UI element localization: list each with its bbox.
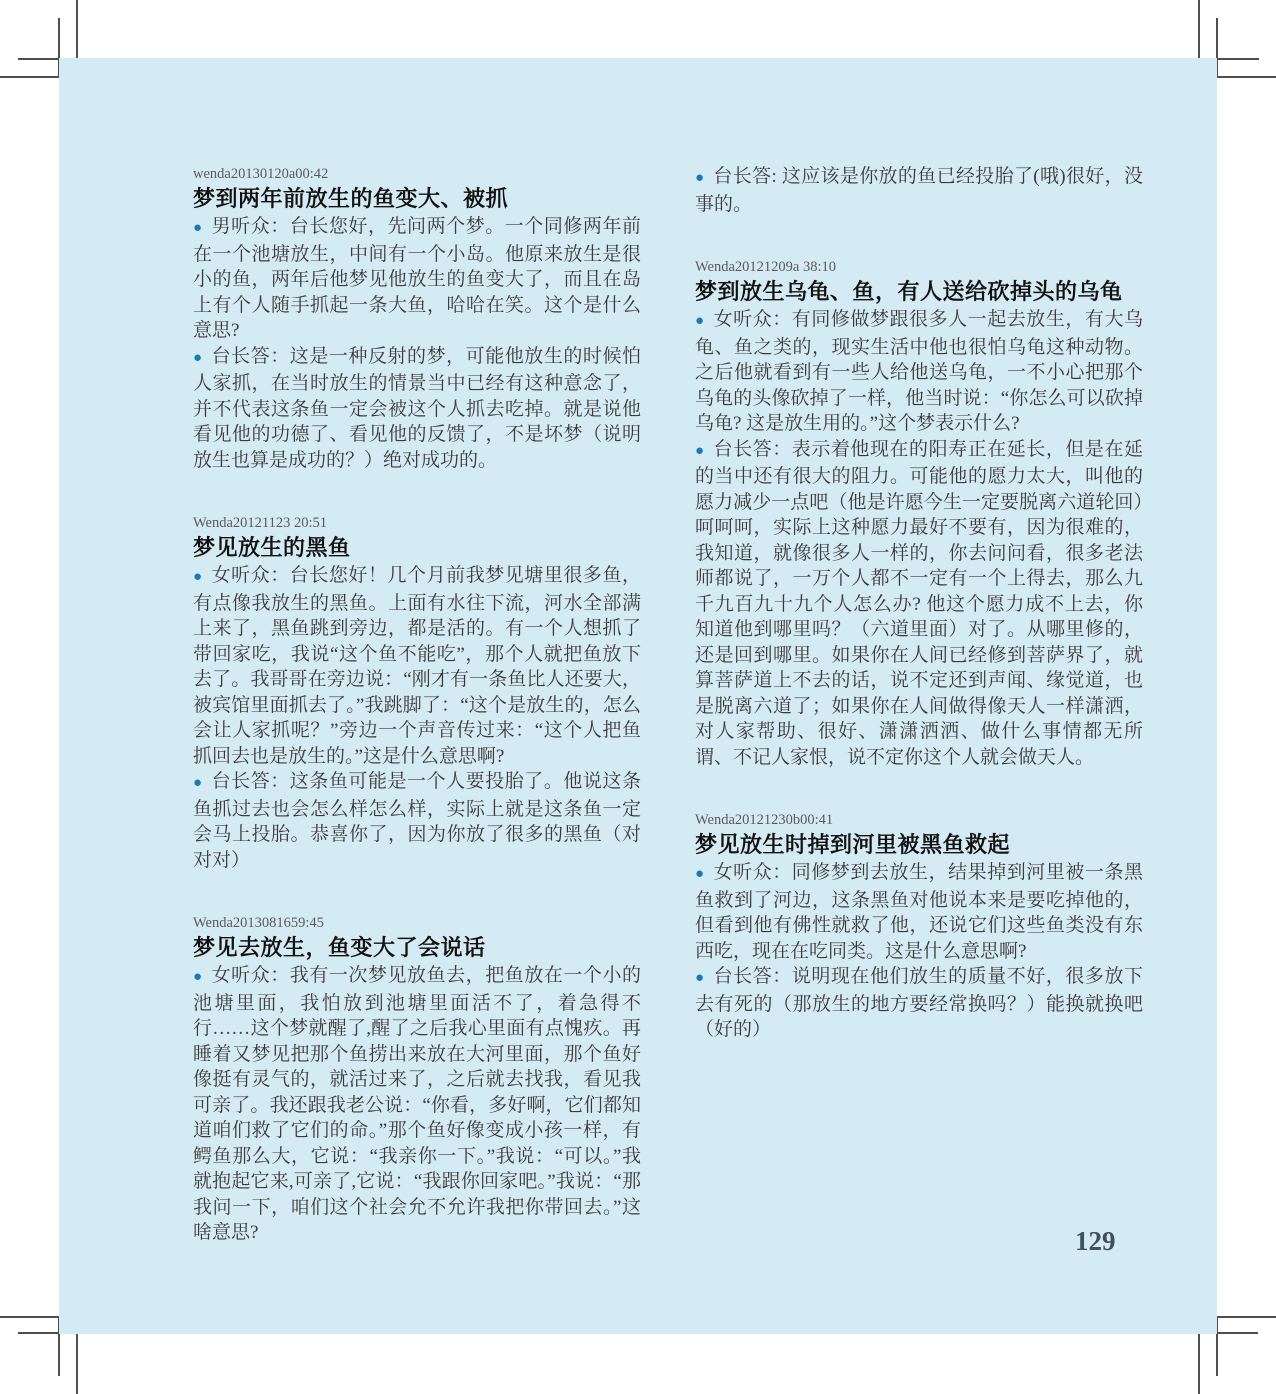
recording-timestamp: Wenda20121230b00:41 [695, 812, 834, 828]
dialogue-text: 同修梦到去放生，结果掉到河里被一条黑鱼救到了河边，这条黑鱼对他说本来是要吃掉他的，但看到他有佛性就救了他，还说它们这些鱼类没有东西吃，现在在吃同类。这是什么意思啊? [695, 862, 1143, 962]
qa-section [193, 164, 641, 473]
speaker-label: 女听众： [211, 565, 290, 586]
crop-mark [1217, 1316, 1276, 1318]
speaker-label: 台长答: [713, 166, 782, 187]
bullet-icon: ● [695, 313, 705, 329]
bullet-icon: ● [193, 969, 203, 985]
dialogue-text: 表示着他现在的阳寿正在延长，但是在延的当中还有很大的阻力。可能他的愿力太大，叫他的愿力减少一点吧（他是许愿今生一定要脱离六道轮回）呵呵呵，实际上这种愿力最好不要有，因为很难的，我知道，就像很多人一样的，你去问问看，很多老法师都说了，一万个人都不一定有一个上得去，那么九千九百九十九个人怎么办? 他这个愿力成不上去，你知道他到哪里吗？（六道里面）对了。从哪里修的，还是回到哪里。如果你在人间已经修到菩萨界了，就算菩萨道上不去的话，说不定还到声闻、缘觉道，也是脱离六道了；如果你在人间做得像天人一样潇洒，对人家帮助、很好、潇潇洒洒、做什么事情都无所谓、不记人家恨，说不定你这个人就会做天人。 [695, 438, 1143, 768]
crop-mark [1216, 76, 1276, 78]
dialogue-paragraph [193, 563, 641, 769]
crop-mark [1198, 1332, 1200, 1394]
book-page [59, 58, 1217, 1334]
qa-section [695, 257, 1143, 770]
bullet-icon: ● [695, 970, 705, 986]
dialogue-paragraph [695, 437, 1143, 771]
dialogue-paragraph [695, 964, 1143, 1043]
speaker-label: 台长答： [211, 771, 290, 792]
section-heading: 梦见放生时掉到河里被黑鱼救起 [695, 832, 1011, 857]
speaker-label: 女听众： [713, 309, 792, 330]
dialogue-text: 这应该是你放的鱼已经投胎了(哦)很好，没事的。 [695, 166, 1143, 215]
section-heading: 梦到两年前放生的鱼变大、被抓 [193, 186, 509, 211]
section-body [193, 214, 641, 473]
recording-timestamp: Wenda20121123 20:51 [193, 515, 328, 531]
dialogue-paragraph [193, 344, 641, 474]
dialogue-text: 这条鱼可能是一个人要投胎了。他说这条鱼抓过去也会怎么样怎么样，实际上就是这条鱼一定会马上投胎。恭喜你了，因为你放了很多的黑鱼（对对对） [193, 771, 641, 871]
section-body [695, 307, 1143, 770]
speaker-label: 男听众： [211, 216, 290, 237]
dialogue-paragraph [695, 860, 1143, 964]
dialogue-text: 台长您好，先问两个梦。一个同修两年前在一个池塘放生，中间有一个小岛。他原来放生是很小的鱼，两年后他梦见他放生的鱼变大了，而且在岛上有个人随手抓起一条大鱼，哈哈在笑。这个是什么意思? [193, 216, 641, 341]
crop-mark [76, 0, 78, 59]
crop-mark [1198, 0, 1200, 59]
qa-section [695, 164, 1143, 217]
column-right [695, 164, 1143, 1043]
bullet-icon: ● [193, 349, 203, 366]
recording-timestamp: wenda20130120a00:42 [193, 166, 329, 182]
crop-mark [0, 76, 59, 78]
dialogue-text: 这是一种反射的梦，可能他放生的时候怕人家抓，在当时放生的情景当中已经有这种意念了，并不代表这条鱼一定会被这个人抓去吃掉。就是说他看见他的功德了、看见他的反馈了，不是坏梦（说明放生也算是成功的？）绝对成功的。 [193, 345, 641, 471]
dialogue-text: 有同修做梦跟很多人一起去放生，有大乌龟、鱼之类的，现实生活中他也很怕乌龟这种动物。之后他就看到有一些人给他送乌龟，一不小心把那个乌龟的头像砍掉了一样，他当时说：“你怎么可以砍掉乌龟? 这是放生用的。”这个梦表示什么? [695, 309, 1143, 434]
dialogue-text: 说明现在他们放生的质量不好，很多放下去有死的（那放生的地方要经常换吗？）能换就换吧（好的） [695, 966, 1143, 1040]
page-number: 129 [1075, 1226, 1116, 1256]
dialogue-paragraph [695, 164, 1143, 217]
dialogue-paragraph [695, 307, 1143, 437]
speaker-label: 女听众： [713, 862, 792, 883]
column-left [193, 164, 641, 1246]
recording-timestamp: Wenda2013081659:45 [193, 915, 324, 931]
qa-section [695, 810, 1143, 1043]
dialogue-paragraph [193, 214, 641, 344]
section-body [193, 563, 641, 873]
qa-section [193, 513, 641, 873]
dialogue-paragraph [193, 963, 641, 1246]
crop-mark [76, 1332, 78, 1394]
section-body [695, 860, 1143, 1043]
bullet-icon: ● [193, 775, 203, 791]
bullet-icon: ● [695, 866, 705, 882]
section-body [193, 963, 641, 1246]
bullet-icon: ● [695, 170, 705, 186]
dialogue-text: 我有一次梦见放鱼去，把鱼放在一个小的池塘里面，我怕放到池塘里面活不了，着急得不行……这个梦就醒了,醒了之后我心里面有点愧疚。再睡着又梦见把那个鱼捞出来放在大河里面，那个鱼好像挺有灵气的，就活过来了，之后就去找我，看见我可亲了。我还跟我老公说：“你看，多好啊，它们都知道咱们救了它们的命。”那个鱼好像变成小孩一样，有鳄鱼那么大，它说：“我亲你一下。”我说：“可以。”我就抱起它来,可亲了,它说：“我跟你回家吧。”我说：“那我问一下，咱们这个社会允不允许我把你带回去。”这啥意思? [193, 965, 641, 1243]
section-heading: 梦到放生乌龟、鱼，有人送给砍掉头的乌龟 [695, 279, 1123, 304]
speaker-label: 台长答： [211, 345, 290, 367]
crop-mark [0, 1316, 59, 1318]
recording-timestamp: Wenda20121209a 38:10 [695, 259, 836, 275]
section-heading: 梦见去放生，鱼变大了会说话 [193, 935, 486, 960]
qa-section [193, 913, 641, 1246]
speaker-label: 台长答： [713, 438, 792, 460]
dialogue-text: 台长您好！几个月前我梦见塘里很多鱼，有点像我放生的黑鱼。上面有水往下流，河水全部满上来了，黑鱼跳到旁边，都是活的。有一个人想抓了带回家吃，我说“这个鱼不能吃”，那个人就把鱼放下去了。我哥哥在旁边说：“刚才有一条鱼比人还要大，被宾馆里面抓去了。”我跳脚了：“这个是放生的，怎么会让人家抓呢？”旁边一个声音传过来：“这个人把鱼抓回去也是放生的。”这是什么意思啊? [193, 565, 641, 767]
bullet-icon: ● [695, 442, 705, 459]
bullet-icon: ● [193, 220, 203, 236]
dialogue-paragraph [193, 769, 641, 873]
speaker-label: 女听众： [211, 965, 290, 986]
bullet-icon: ● [193, 569, 203, 585]
section-body [695, 164, 1143, 217]
section-heading: 梦见放生的黑鱼 [193, 535, 351, 560]
speaker-label: 台长答： [713, 966, 792, 987]
